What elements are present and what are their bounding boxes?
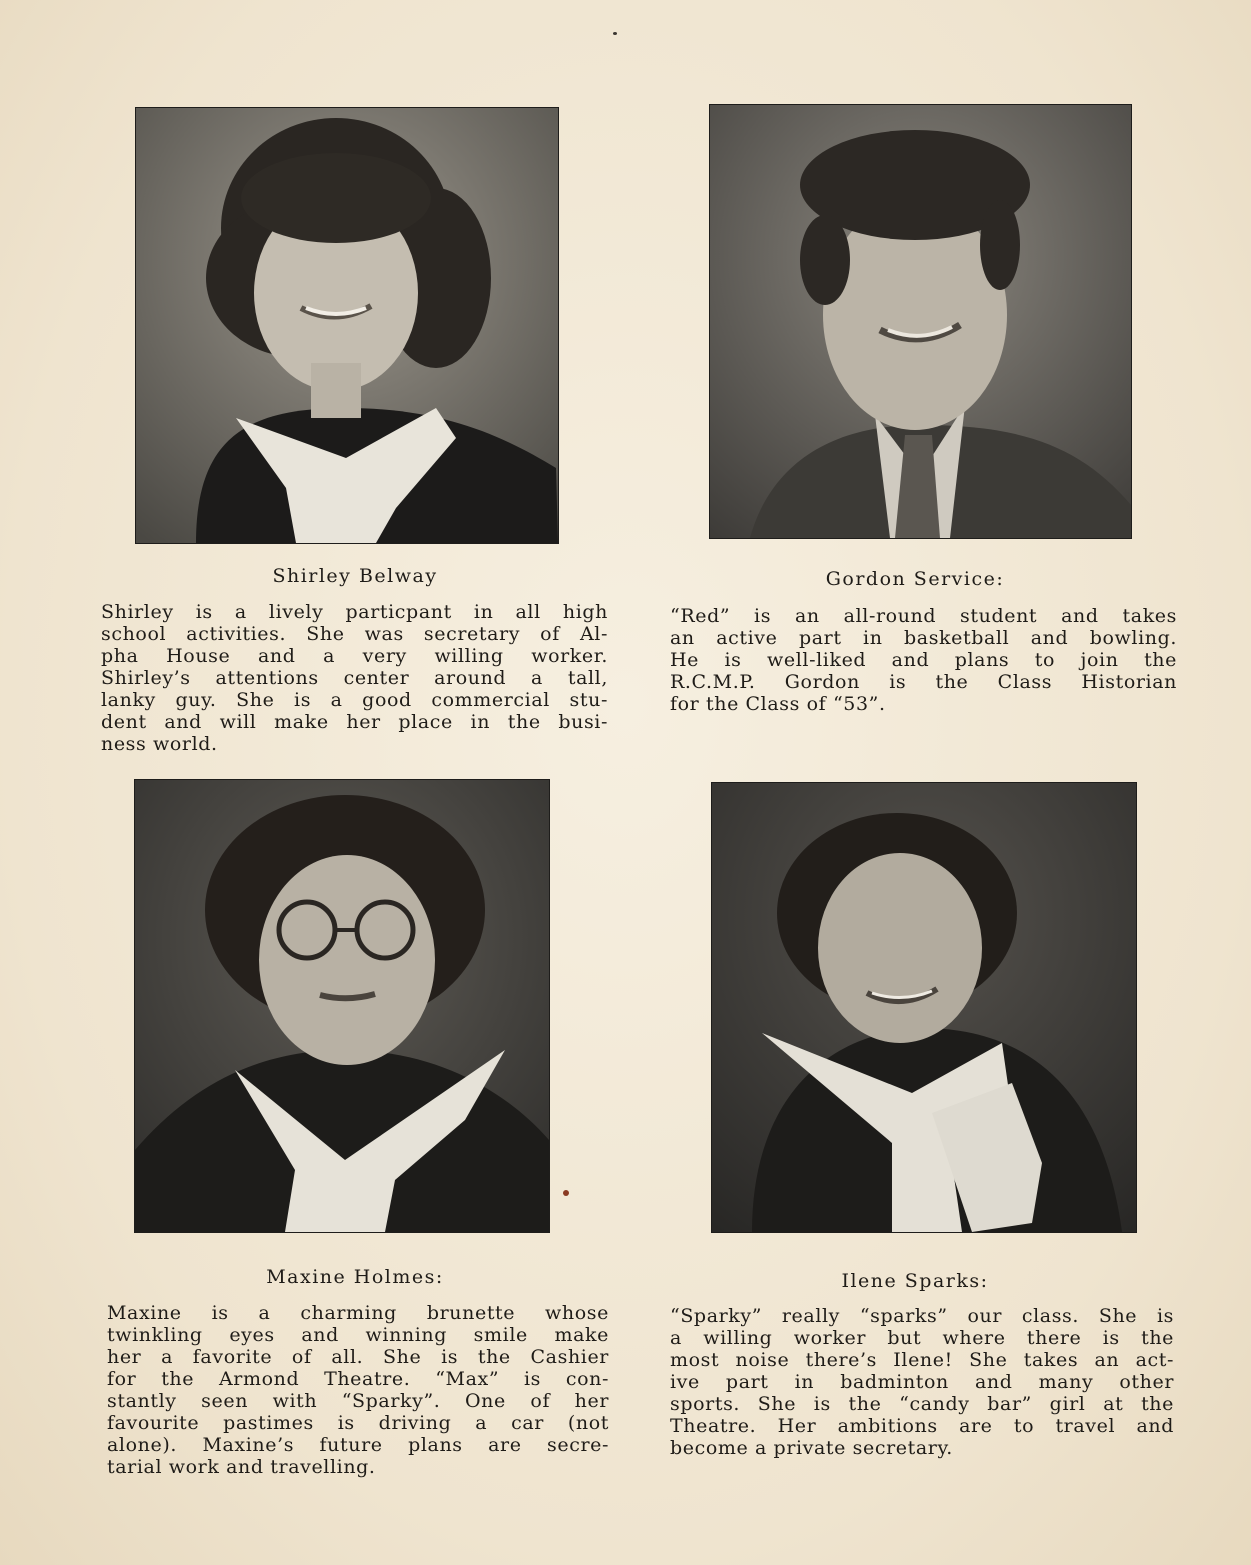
caption-maxine-holmes: Maxine Holmes: bbox=[266, 1266, 444, 1288]
bio-line: ive part in badminton and many other bbox=[670, 1371, 1174, 1393]
bio-line: Shirley’s attentions center around a tall, bbox=[101, 667, 608, 689]
bio-line: dent and will make her place in the busi- bbox=[101, 711, 608, 733]
bio-shirley-belway bbox=[101, 601, 608, 755]
bio-line: twinkling eyes and winning smile make bbox=[107, 1324, 609, 1346]
bio-line: sports. She is the “candy bar” girl at the bbox=[670, 1393, 1174, 1415]
bio-line: her a favorite of all. She is the Cashier bbox=[107, 1346, 609, 1368]
bio-ilene-sparks bbox=[670, 1305, 1174, 1459]
caption-shirley-belway: Shirley Belway bbox=[272, 565, 438, 587]
bio-line: lanky guy. She is a good commercial stu- bbox=[101, 689, 608, 711]
portrait-photo-ilene-sparks bbox=[712, 783, 1136, 1232]
paper-speck bbox=[613, 32, 617, 35]
bio-gordon-service bbox=[670, 605, 1177, 715]
bio-line: for the Class of “53”. bbox=[670, 693, 886, 715]
bio-line: for the Armond Theatre. “Max” is con- bbox=[107, 1368, 609, 1390]
portrait-photo-maxine-holmes bbox=[135, 780, 549, 1232]
bio-line: R.C.M.P. Gordon is the Class Historian bbox=[670, 671, 1177, 693]
bio-line: Shirley is a lively particpant in all high bbox=[101, 601, 608, 623]
bio-line: Maxine is a charming brunette whose bbox=[107, 1302, 609, 1324]
bio-line: school activities. She was secretary of Al- bbox=[101, 623, 608, 645]
bio-maxine-holmes bbox=[107, 1302, 609, 1478]
bio-line: alone). Maxine’s future plans are secre- bbox=[107, 1434, 609, 1456]
paper-speck bbox=[563, 1190, 569, 1196]
bio-line: Theatre. Her ambitions are to travel and bbox=[670, 1415, 1174, 1437]
bio-line: a willing worker but where there is the bbox=[670, 1327, 1174, 1349]
bio-line: “Sparky” really “sparks” our class. She is bbox=[670, 1305, 1174, 1327]
bio-line: He is well-liked and plans to join the bbox=[670, 649, 1177, 671]
caption-gordon-service: Gordon Service: bbox=[825, 568, 1005, 590]
bio-line: favourite pastimes is driving a car (not bbox=[107, 1412, 609, 1434]
portrait-photo-shirley-belway bbox=[136, 108, 558, 543]
bio-line: pha House and a very willing worker. bbox=[101, 645, 608, 667]
bio-line: ness world. bbox=[101, 733, 218, 755]
bio-line: “Red” is an all-round student and takes bbox=[670, 605, 1177, 627]
bio-line: most noise there’s Ilene! She takes an act- bbox=[670, 1349, 1174, 1371]
bio-line: tarial work and travelling. bbox=[107, 1456, 376, 1478]
bio-line: an active part in basketball and bowling. bbox=[670, 627, 1177, 649]
caption-ilene-sparks: Ilene Sparks: bbox=[841, 1270, 989, 1292]
bio-line: become a private secretary. bbox=[670, 1437, 953, 1459]
bio-line: stantly seen with “Sparky”. One of her bbox=[107, 1390, 609, 1412]
portrait-photo-gordon-service bbox=[710, 105, 1131, 538]
